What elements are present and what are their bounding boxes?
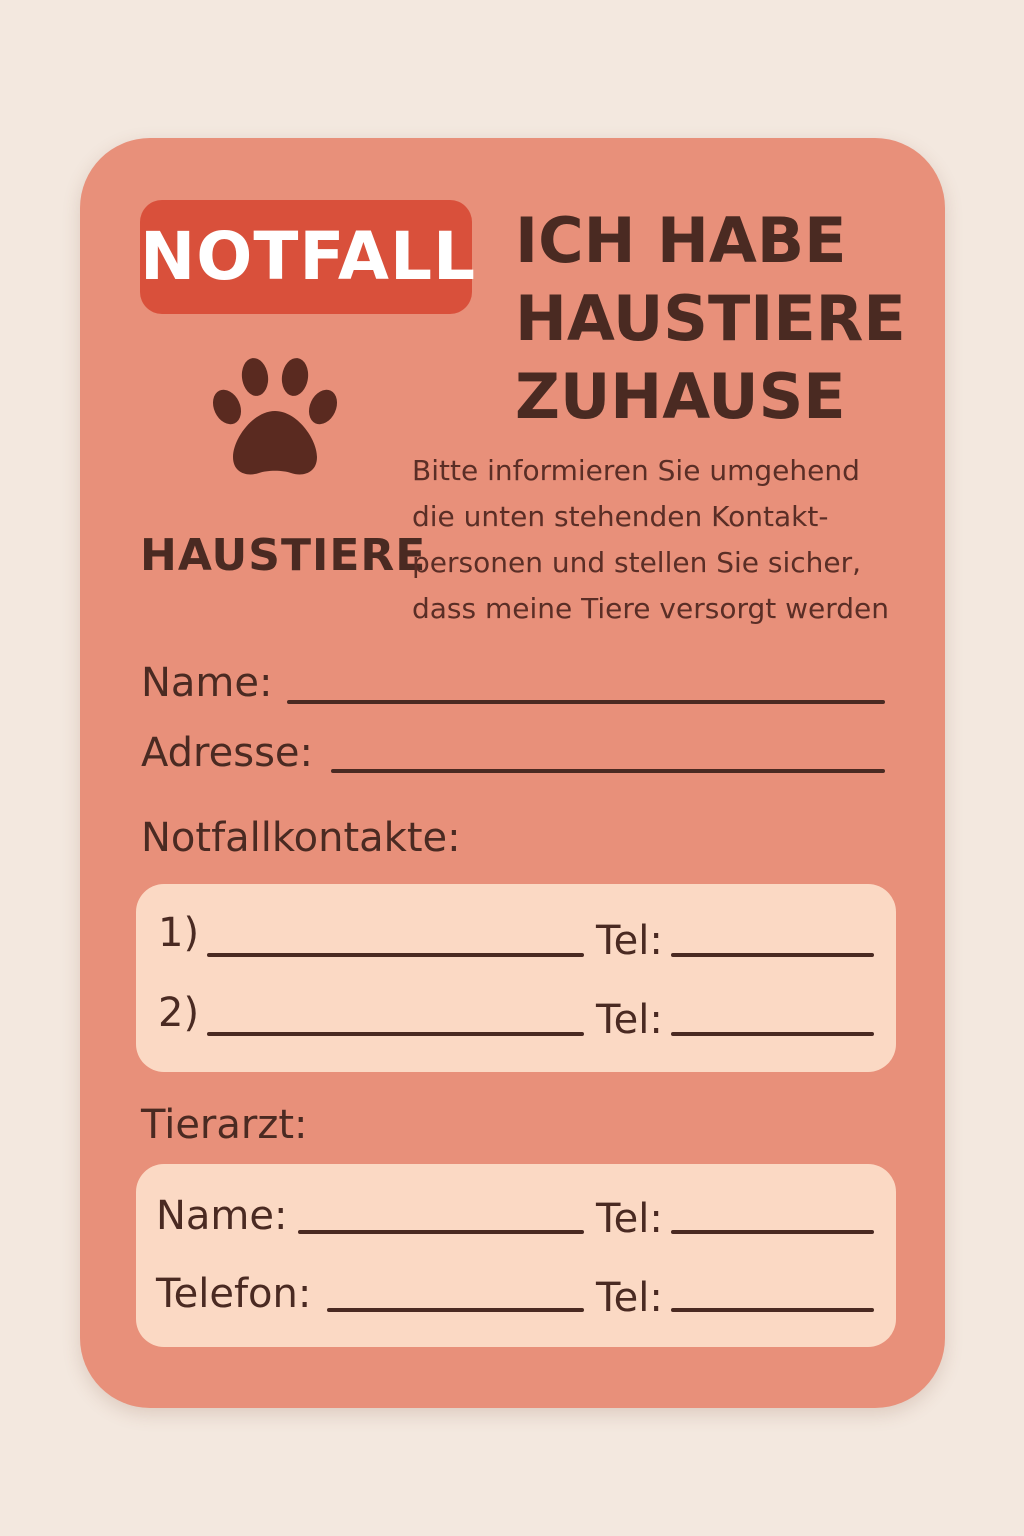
headline <box>515 202 935 436</box>
vet-phone-label: Telefon: <box>156 1271 312 1317</box>
owner-address-line[interactable] <box>331 769 885 773</box>
paw-icon <box>205 355 345 480</box>
contact-1-label: 1) <box>158 910 200 956</box>
headline-line-1: ICH HABE <box>515 204 847 277</box>
owner-name-label: Name: <box>141 660 273 706</box>
contact-1-tel-line[interactable] <box>671 953 874 957</box>
contact-1-tel-label: Tel: <box>596 918 663 964</box>
vet-name-label: Name: <box>156 1193 288 1239</box>
contact-2-label: 2) <box>158 990 200 1036</box>
contact-1-name-line[interactable] <box>207 953 584 957</box>
instructions-line-3: personen und stellen Sie sicher, <box>412 546 862 579</box>
vet-name-tel-label: Tel: <box>596 1196 663 1242</box>
owner-address-label: Adresse: <box>141 730 313 776</box>
emergency-contacts-heading: Notfallkontakte: <box>141 815 461 861</box>
vet-heading: Tierarzt: <box>141 1102 308 1148</box>
contact-2-tel-label: Tel: <box>596 997 663 1043</box>
vet-name-tel-line[interactable] <box>671 1230 874 1234</box>
instructions-line-1: Bitte informieren Sie umgehend <box>412 454 860 487</box>
vet-phone-line[interactable] <box>327 1308 584 1312</box>
headline-line-3: ZUHAUSE <box>515 360 846 433</box>
vet-phone-tel-label: Tel: <box>596 1275 663 1321</box>
pets-label: HAUSTIERE <box>140 530 427 581</box>
contact-2-name-line[interactable] <box>207 1032 584 1036</box>
vet-panel <box>136 1164 896 1347</box>
instructions-line-2: die unten stehenden Kontakt- <box>412 500 829 533</box>
owner-name-line[interactable] <box>287 700 885 704</box>
instructions-line-4: dass meine Tiere versorgt werden <box>412 592 890 625</box>
vet-phone-tel-line[interactable] <box>671 1308 874 1312</box>
emergency-contacts-panel <box>136 884 896 1072</box>
notfall-badge: NOTFALL <box>140 200 472 314</box>
instructions-text <box>412 448 942 632</box>
contact-2-tel-line[interactable] <box>671 1032 874 1036</box>
vet-name-line[interactable] <box>298 1230 584 1234</box>
headline-line-2: HAUSTIERE <box>515 282 906 355</box>
